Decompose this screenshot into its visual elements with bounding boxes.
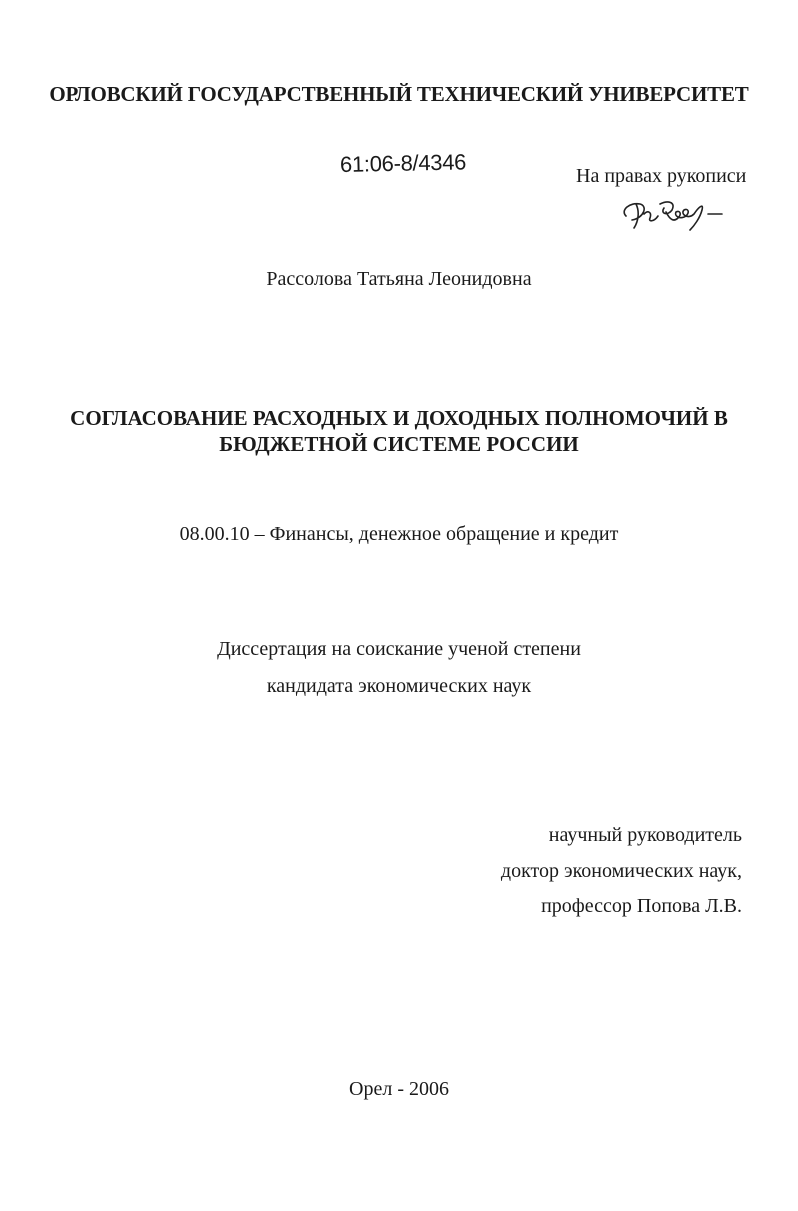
author-name: Рассолова Татьяна Леонидовна (266, 268, 532, 290)
university-name: ОРЛОВСКИЙ ГОСУДАРСТВЕННЫЙ ТЕХНИЧЕСКИЙ УНИВЕРСИТЕТ (49, 82, 749, 106)
degree-line-1: Диссертация на соискание ученой степени (217, 638, 581, 660)
title-line-2: БЮДЖЕТНОЙ СИСТЕМЕ РОССИИ (219, 432, 579, 456)
supervisor-degree: доктор экономических наук, (500, 860, 742, 882)
title-line-1: СОГЛАСОВАНИЕ РАСХОДНЫХ И ДОХОДНЫХ ПОЛНОМОЧИЙ В (70, 406, 728, 430)
specialty-code: 08.00.10 – Финансы, денежное обращение и кредит (179, 523, 619, 545)
supervisor-role: научный руководитель (548, 824, 742, 846)
degree-line-2: кандидата экономических наук (266, 675, 532, 697)
supervisor-name: профессор Попова Л.В. (541, 895, 742, 917)
manuscript-rights-note: На правах рукописи (576, 165, 747, 187)
city-year: Орел - 2006 (349, 1078, 449, 1100)
dissertation-title (0, 405, 798, 457)
catalog-number-stamp: 61:06-8/4346 (339, 149, 467, 177)
author-signature (618, 192, 738, 232)
